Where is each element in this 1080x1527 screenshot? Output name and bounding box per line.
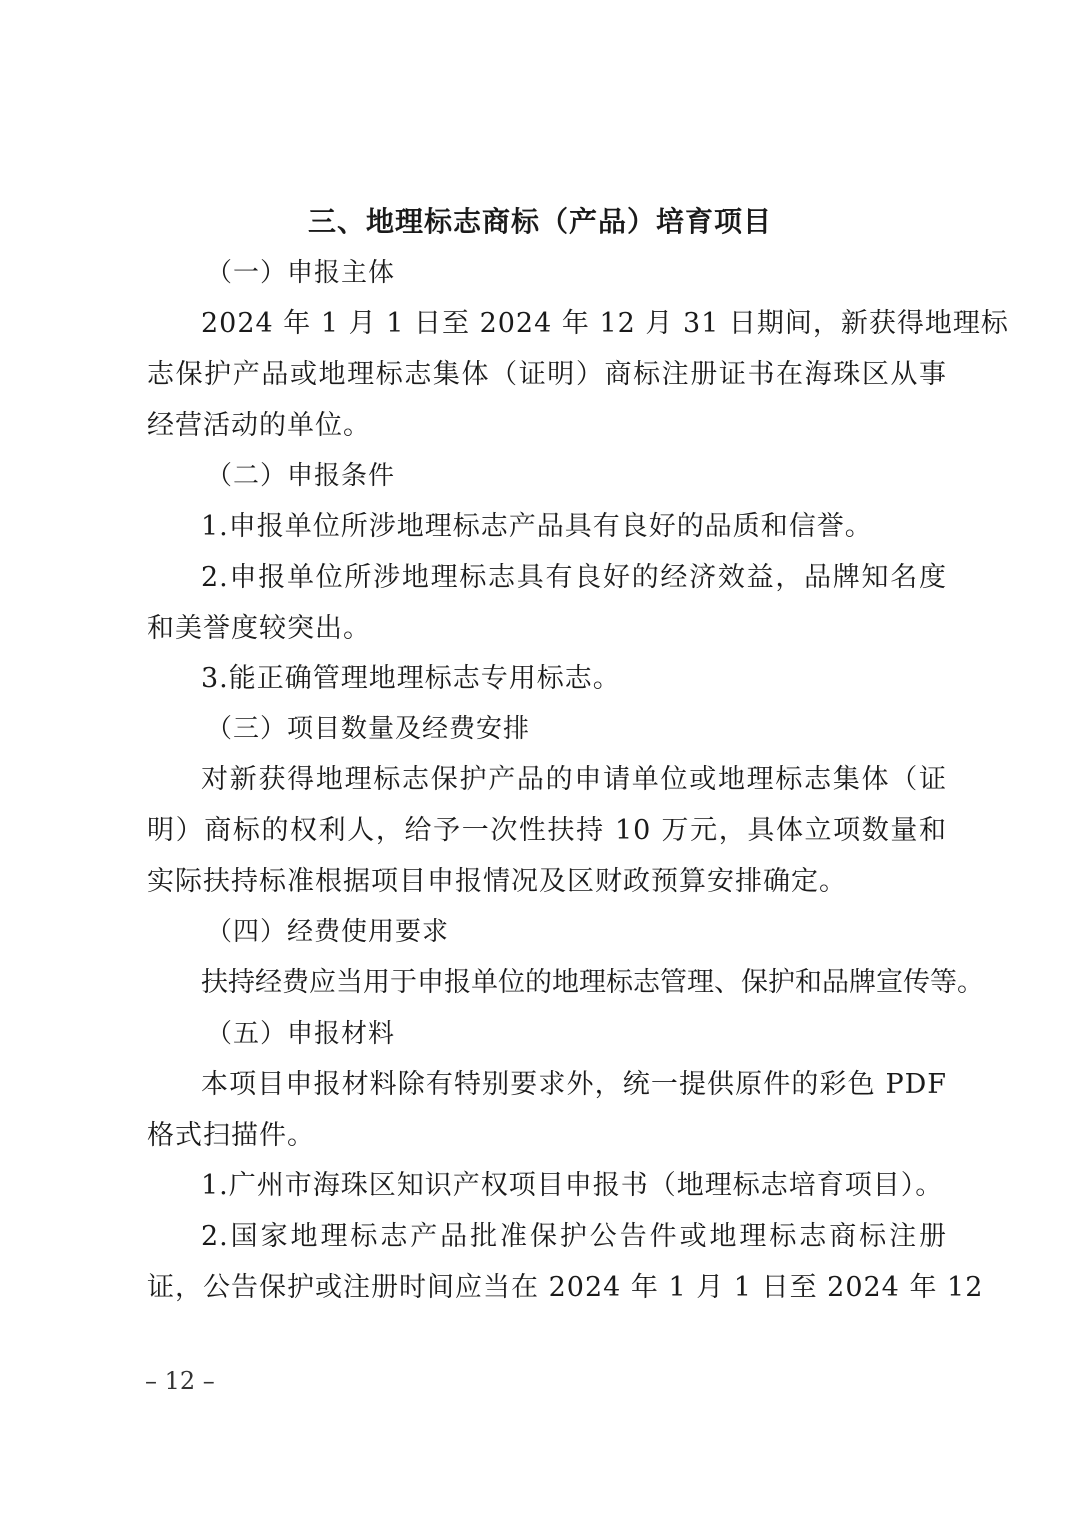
section-title: 三、地理标志商标（产品）培育项目 <box>307 205 772 238</box>
paragraph-line: 明）商标的权利人，给予一次性扶持 10 万元，具体立项数量和 <box>147 815 947 846</box>
page-number: – 12 – <box>145 1367 215 1395</box>
list-item: 2.国家地理标志产品批准保护公告件或地理标志商标注册 <box>201 1221 947 1252</box>
subheading-funding: （三）项目数量及经费安排 <box>206 714 531 744</box>
paragraph-line: 实际扶持标准根据项目申报情况及区财政预算安排确定。 <box>147 866 847 897</box>
paragraph-line: 扶持经费应当用于申报单位的地理标志管理、保护和品牌宣传等。 <box>201 967 984 998</box>
list-item: 1.广州市海珠区知识产权项目申报书（地理标志培育项目）。 <box>201 1170 944 1201</box>
paragraph-line: 对新获得地理标志保护产品的申请单位或地理标志集体（证 <box>201 764 947 795</box>
subheading-applicant: （一）申报主体 <box>206 258 396 288</box>
list-item: 1.申报单位所涉地理标志产品具有良好的品质和信誉。 <box>201 511 873 542</box>
subheading-materials: （五）申报材料 <box>206 1019 396 1049</box>
paragraph-line: 本项目申报材料除有特别要求外，统一提供原件的彩色 PDF <box>201 1069 947 1100</box>
paragraph-line: 志保护产品或地理标志集体（证明）商标注册证书在海珠区从事 <box>147 359 947 390</box>
paragraph-line: 经营活动的单位。 <box>147 410 371 441</box>
paragraph-line: 格式扫描件。 <box>147 1120 315 1151</box>
subheading-conditions: （二）申报条件 <box>206 461 396 491</box>
list-item: 3.能正确管理地理标志专用标志。 <box>201 663 621 694</box>
list-item-continuation: 和美誉度较突出。 <box>147 613 371 644</box>
subheading-usage: （四）经费使用要求 <box>206 917 450 947</box>
paragraph-line: 2024 年 1 月 1 日至 2024 年 12 月 31 日期间，新获得地理标 <box>201 308 1009 339</box>
list-item-continuation: 证，公告保护或注册时间应当在 2024 年 1 月 1 日至 2024 年 12 <box>147 1272 984 1303</box>
list-item: 2.申报单位所涉地理标志具有良好的经济效益，品牌知名度 <box>201 562 947 593</box>
